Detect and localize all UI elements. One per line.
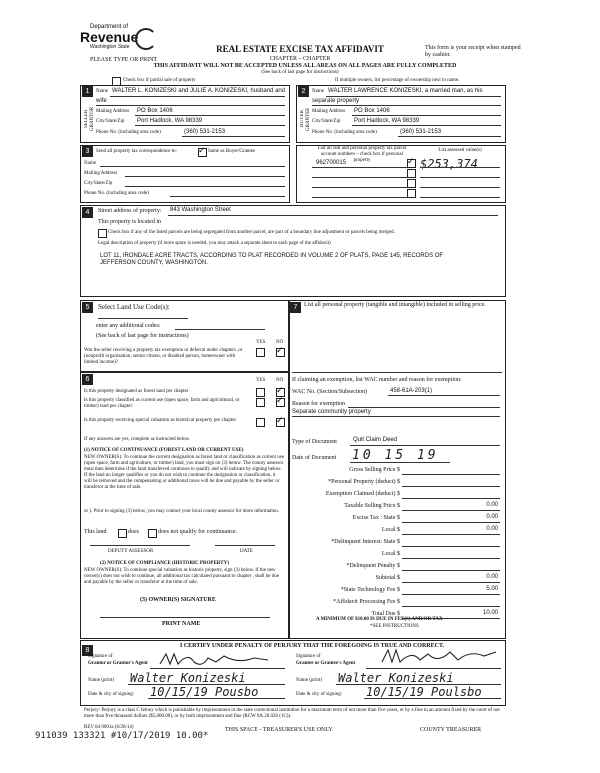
street-label: Street address of property: (98, 208, 162, 214)
seller-mailing-label: Mailing Address (96, 109, 130, 114)
buyer-name: WALTER LAWRENCE KONIZESKI, a married man, as his (328, 88, 483, 94)
legal-desc-2: JEFFERSON COUNTY, WASHINGTON. (100, 260, 208, 266)
grantee-signature (380, 646, 500, 668)
receipt-stamp: 911039 133321 #10/17/2019 10.00* (35, 731, 209, 741)
buyer-mailing: PO Box 1406 (354, 108, 390, 114)
grantor-name-print: Walter Konizeski (130, 671, 246, 685)
warning-line: THIS AFFIDAVIT WILL NOT BE ACCEPTED UNLESS ALL AREAS ON ALL PAGES ARE FULLY COMPLETED (153, 63, 457, 69)
historic-no-checkbox[interactable] (276, 418, 285, 427)
agency-top: Department of (90, 24, 129, 30)
grantee-agent-label: Grantee or Grantee's Agent (296, 661, 356, 666)
s5-yes-label: YES (256, 340, 266, 345)
send-to-label: Send all property tax correspondence to: (96, 149, 177, 154)
form-title: REAL ESTATE EXCISE TAX AFFIDAVIT (216, 44, 384, 54)
receipt-note: This form is your receipt when stamped by cashier. (425, 45, 521, 58)
tax-row-line (402, 558, 500, 559)
grantor-date-city: 10/15/19 Pousbo (150, 685, 259, 699)
tax-row-value: 10.00 (482, 610, 498, 616)
tax-row-label: *State Technology Fee $ (340, 587, 400, 593)
print-name-label: PRINT NAME (162, 621, 201, 627)
grantee-date-city: 10/15/19 Poulsbo (366, 685, 482, 699)
additional-codes-label: enter any additional codes: (96, 323, 161, 329)
tax-row-label: Total Due $ (371, 611, 400, 617)
buyer-name-label: Name (312, 89, 324, 94)
s5-no-label: NO (276, 340, 284, 345)
please-type: PLEASE TYPE OR PRINT (90, 57, 158, 63)
doc-type: Quit Claim Deed (353, 437, 398, 443)
grantor-agent-label: Grantor or Grantor's Agent (88, 661, 148, 666)
section-5-number: 5 (82, 302, 93, 313)
buyer-phone: (360) 531-2153 (400, 129, 442, 135)
tax-row-line (402, 510, 500, 511)
tax-row-line (402, 486, 500, 487)
grantee-date-label: Date & city of signing: (296, 692, 343, 697)
grantor-sig-label: Signature of (88, 654, 113, 659)
s3-city-label: City/State/Zip (84, 181, 113, 186)
notice2-title: (2) NOTICE OF COMPLIANCE (HISTORIC PROPERTY) (100, 561, 229, 566)
tax-row-label: *Delinquent Penalty $ (346, 563, 400, 569)
section-2-number: 2 (298, 86, 309, 97)
parcel-personal-checkbox-3[interactable] (407, 179, 416, 188)
same-as-buyer-checkbox[interactable] (198, 148, 207, 157)
land-does-label: This land (84, 529, 107, 535)
notice2-body: NEW OWNER(S): To continue special valuation as historic property, sign (3) below. If the new owner(s) does not wish to continue, all additional tax calculated pursuant to chapter , shall be due and payable by the seller or transferor at the time of sale. (84, 568, 279, 585)
tax-row-label: *Delinquent Interest: State $ (331, 539, 400, 545)
historic-yes-checkbox[interactable] (256, 418, 265, 427)
s3-mailing-label: Mailing Address (84, 171, 118, 176)
tax-row-label: Taxable Selling Price $ (344, 503, 400, 509)
seller-name-label: Name (96, 89, 108, 94)
tax-row-value: 0.00 (486, 526, 498, 532)
personal-property-label: List all personal property (tangible and intangible) included in selling price. (304, 302, 486, 308)
agency-logo (80, 22, 160, 52)
form-number: REV 84 0001a (6/26/14) (84, 725, 134, 730)
tax-row-value: 0.00 (486, 502, 498, 508)
agency-main: Revenue (80, 29, 139, 45)
tax-row-line (402, 522, 500, 523)
partial-sale-label: Check box if partial sale of property (123, 78, 196, 83)
tax-row-line (402, 546, 500, 547)
land-does-option: does (128, 529, 139, 535)
reason-text: Separate community property (292, 409, 371, 415)
parcel-personal-checkbox-1[interactable] (407, 159, 416, 168)
reason-label: Reason for exemption (292, 401, 345, 407)
logo-swirl-icon (135, 28, 157, 50)
notice1-title: (1) NOTICE OF CONTINUANCE (FOREST LAND OR CURRENT USE) (84, 448, 244, 453)
segregated-checkbox[interactable] (98, 229, 107, 238)
seller-phone-label: Phone No. (including area code) (96, 130, 161, 135)
claim-exemption-label: If claiming an exemption, list WAC number and reason for exemption: (292, 377, 462, 383)
current-use-yes-checkbox[interactable] (256, 398, 265, 407)
current-use-question: Is this property classified as current use (open space, farm and agricultural, or timber) land per chapter (84, 398, 240, 409)
tax-row-value: 0.00 (486, 514, 498, 520)
county-treasurer-label: COUNTY TREASURER (420, 727, 482, 733)
tax-row-line (402, 570, 500, 571)
tax-row-value: 5.00 (486, 586, 498, 592)
agency-sub: Washington State (90, 44, 130, 50)
seller-phone: (360) 531-2153 (184, 129, 226, 135)
exemption-question: Was the seller receiving a property tax exemption or deferral under chapters ,or (nonprofit organization, senior citizen, or disabled person, homeowner with limited income)? (84, 348, 243, 365)
tax-row-label: *Affidavit Processing Fee $ (332, 599, 400, 605)
see-instructions-note: *SEE INSTRUCTIONS (370, 624, 419, 629)
same-as-buyer-label: Same as Buyer/Grantee (208, 149, 256, 154)
owner-signature-label: (3) OWNER(S) SIGNATURE (140, 597, 216, 603)
tax-row-line (402, 534, 500, 535)
section-7-number: 7 (290, 302, 301, 313)
tax-row-line (402, 606, 500, 607)
seller-name-cont: wife (96, 98, 107, 104)
s6-no-label: NO (276, 378, 284, 383)
current-use-no-checkbox[interactable] (276, 398, 285, 407)
land-does-not-option: does not qualify for continuance. (158, 529, 238, 535)
exemption-no-checkbox[interactable] (276, 348, 285, 357)
deputy-assessor-label: DEPUTY ASSESSOR (108, 549, 154, 554)
assessed-value: $253,374 (420, 157, 478, 171)
assessed-header: List assessed value(s) (438, 148, 482, 153)
section-8-number: 8 (82, 645, 93, 656)
wac-number: 458-61A-203(1) (390, 388, 433, 394)
if-yes-instructions: If any answers are yes, complete as instructed below. (84, 437, 191, 442)
notice1-body-2: or ). Prior to signing (3) below, you may contact your local county assessor for more information. (84, 509, 280, 514)
perjury-notice: Perjury: Perjury is a class C felony which is punishable by imprisonment in the state correctional institution for a maximum term of not more than five years, or by a fine in an amount fixed by the court of not more than five thousand dollars ($5,000.00), or by both imprisonment and fine (RCW 9A.20.020 (1C)). (84, 708, 500, 719)
land-use-see-back: (See back of last page for instructions) (96, 333, 189, 339)
certify-statement: I CERTIFY UNDER PENALTY OF PERJURY THAT THE FOREGOING IS TRUE AND CORRECT. (180, 643, 445, 649)
forest-land-question: Is this property designated as forest land per chapter (84, 389, 189, 394)
tax-row-label: Subtotal $ (375, 575, 400, 581)
grantee-name-print: Walter Konizeski (338, 671, 454, 685)
treasurer-space-label: THIS SPACE - TREASURER'S USE ONLY (225, 727, 333, 733)
seller-side-label: SELLER GRANTOR (84, 106, 95, 132)
parcel-personal-checkbox-4[interactable] (407, 189, 416, 198)
land-does-not-checkbox[interactable] (148, 529, 157, 538)
grantor-signature (158, 650, 278, 670)
wac-label: WAC No. (Section/Subsection) (292, 389, 368, 395)
buyer-name-cont: separate property (312, 98, 360, 104)
s3-phone-label: Phone No. (including area code) (84, 191, 149, 196)
assessor-date-label: DATE (240, 549, 253, 554)
tax-row-value: 0.00 (486, 574, 498, 580)
chapter-line: CHAPTER – CHAPTER (269, 56, 331, 62)
legal-desc-1: LOT 11, IRONDALE ACRE TRACTS, ACCORDING TO PLAT RECORDED IN VOLUME 2 OF PLATS, PAGE 145, RECORDS OF (100, 253, 444, 259)
doc-date-label: Date of Document (292, 455, 337, 461)
tax-row-line (402, 474, 500, 475)
grantor-date-label: Date & city of signing: (88, 692, 135, 697)
doc-date: 10 15 19 (352, 448, 439, 463)
parcel-personal-checkbox-2[interactable] (407, 169, 416, 178)
section-4-number: 4 (82, 207, 93, 218)
tax-row-label: *Personal Property (deduct) $ (328, 479, 400, 485)
grantor-name-print-label: Name (print) (88, 678, 114, 683)
section-6-number: 6 (82, 374, 93, 385)
buyer-city: Port Hadlock, WA 98339 (354, 118, 420, 124)
doc-type-label: Type of Document (292, 439, 337, 445)
tax-row-line (402, 498, 500, 499)
tax-row-line (402, 582, 500, 583)
tax-row-label: Local $ (381, 527, 400, 533)
parcel-number: 962700015 (316, 160, 347, 166)
exemption-yes-checkbox[interactable] (256, 348, 265, 357)
seller-mailing: PO Box 1406 (137, 108, 173, 114)
tax-row-label: Exemption Claimed (deduct) $ (325, 491, 400, 497)
seller-name: WALTER L. KONIZESKI and JULIE A. KONIZESKI, husband and (112, 88, 286, 94)
tax-row-line (402, 594, 500, 595)
s3-name-label: Name (84, 161, 96, 166)
notice1-body: NEW OWNER(S): To continue the current designation as forest land or classification as current use (open space, farm and agriculture, or timber) land, you must sign on (3) below. The county assessor must then determine if the land transferred continues to qualify and will indicate by signing below. If the land no longer qualifies or you do not wish to continue the designation or classification, it will be removed and the compensating or additional taxes will be due and payable by the seller or transferor at the time of sale. (84, 455, 284, 490)
street-address: 843 Washington Street (170, 207, 231, 213)
parcel-header: List all real and personal property tax parcel account numbers – check box if personal property (317, 146, 407, 163)
buyer-mailing-label: Mailing Address (312, 109, 346, 114)
seller-city: Port Hadlock, WA 98339 (137, 118, 203, 124)
section-1-number: 1 (82, 86, 93, 97)
buyer-phone-label: Phone No. (including area code) (312, 130, 377, 135)
tax-row-label: Excise Tax : State $ (352, 515, 400, 521)
multiple-owners-note: If multiple owners, list percentage of ownership next to name. (335, 78, 460, 83)
section-3-number: 3 (82, 146, 93, 157)
see-back-line: (See back of last page for instructions) (261, 70, 339, 75)
grantee-sig-label: Signature of (296, 654, 321, 659)
legal-label: Legal description of property (if more space is needed, you may attach a separate sheet to each page of the affidavit) (98, 241, 331, 246)
minimum-due-note: A MINIMUM OF $10.00 IS DUE IN FEE(S) AND/OR TAX (316, 617, 443, 622)
located-in: This property is located in (98, 219, 161, 225)
forest-yes-checkbox[interactable] (256, 388, 265, 397)
s6-yes-label: YES (256, 378, 266, 383)
buyer-city-label: City/State/Zip (312, 119, 341, 124)
segregated-label: Check box if any of the listed parcels are being segregated from another parcel, are part of a boundary line adjustment or parcels being merged. (108, 230, 395, 235)
land-does-checkbox[interactable] (118, 529, 127, 538)
tax-row-label: Gross Selling Price $ (349, 467, 400, 473)
buyer-side-label: BUYER GRANTEE (300, 107, 311, 131)
historic-question: Is this property receiving special valuation as historical property per chapter (84, 418, 237, 423)
grantee-name-print-label: Name (print) (296, 678, 322, 683)
tax-row-label: Local $ (381, 551, 400, 557)
seller-city-label: City/State/Zip (96, 119, 125, 124)
land-use-label: Select Land Use Code(s): (98, 303, 170, 311)
